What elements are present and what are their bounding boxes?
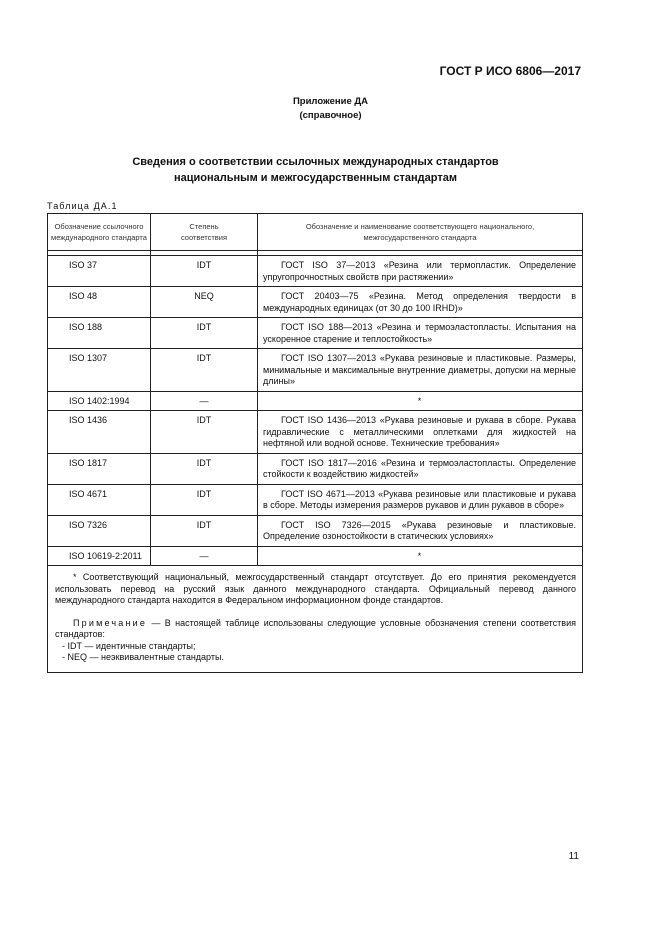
ref-standard-cell: ISO 1402:1994 — [48, 391, 151, 411]
national-standard-cell: ГОСТ 20403—75 «Резина. Метод определения твердости в международных единицах (от 30 до 100 IRHD)» — [258, 287, 583, 318]
note-heading: Примечание — [73, 617, 148, 628]
degree-cell: NEQ — [151, 287, 258, 318]
national-standard-cell: ГОСТ ISO 1307—2013 «Рукава резиновые и пластиковые. Размеры, минимальные и максимальные внутренние диаметры, допуски на мерные длины» — [258, 349, 583, 392]
degree-cell: — — [151, 546, 258, 566]
degree-cell: IDT — [151, 349, 258, 392]
header-ref-standard: Обозначение ссылочного международного стандарта — [48, 214, 151, 251]
table-footnote-row — [48, 566, 583, 673]
national-standard-cell: ГОСТ ISO 188—2013 «Резина и термоэластопласты. Испытания на ускоренное старение и теплостойкость» — [258, 318, 583, 349]
table-row — [48, 515, 583, 546]
document-code: ГОСТ Р ИСО 6806—2017 — [439, 64, 581, 78]
ref-standard-cell: ISO 4671 — [48, 484, 151, 515]
ref-standard-cell: ISO 188 — [48, 318, 151, 349]
degree-cell: IDT — [151, 453, 258, 484]
national-standard-cell: ГОСТ ISO 7326—2015 «Рукава резиновые и пластиковые. Определение озоностойкости в статических условиях» — [258, 515, 583, 546]
table-row — [48, 391, 583, 411]
table-header-row — [48, 214, 583, 251]
appendix-title: Приложение ДА — [292, 96, 369, 107]
table-note — [55, 618, 576, 641]
national-standard-cell: * — [258, 546, 583, 566]
table-row — [48, 318, 583, 349]
degree-cell: IDT — [151, 515, 258, 546]
degree-cell: IDT — [151, 318, 258, 349]
section-heading-line-2: национальным и межгосударственным стандартам — [174, 172, 457, 184]
degree-cell: IDT — [151, 411, 258, 454]
ref-standard-cell: ISO 1307 — [48, 349, 151, 392]
ref-standard-cell: ISO 48 — [48, 287, 151, 318]
note-text: — В настоящей таблице использованы следующие условные обозначения степени соответствия стандартов: — [55, 617, 576, 639]
note-item-idt: - IDT — идентичные стандарты; — [62, 640, 196, 651]
degree-cell: IDT — [151, 256, 258, 287]
ref-standard-cell: ISO 10619-2:2011 — [48, 546, 151, 566]
ref-standard-cell: ISO 37 — [48, 256, 151, 287]
table-row — [48, 287, 583, 318]
ref-standard-cell: ISO 1436 — [48, 411, 151, 454]
national-standard-cell: * — [258, 391, 583, 411]
footnote-cell — [48, 566, 583, 673]
ref-standard-cell: ISO 7326 — [48, 515, 151, 546]
national-standard-cell: ГОСТ ISO 1817—2016 «Резина и термоэластопласты. Определение стойкости к воздействию жидкостей» — [258, 453, 583, 484]
table-row — [48, 256, 583, 287]
degree-cell: IDT — [151, 484, 258, 515]
section-heading-line-1: Сведения о соответствии ссылочных международных стандартов — [132, 156, 499, 168]
header-national-standard: Обозначение и наименование соответствующего национального, межгосударственного стандарта — [258, 214, 583, 251]
national-standard-cell: ГОСТ ISO 4671—2013 «Рукава резиновые или пластиковые и рукава в сборе. Методы измерения размеров рукавов и длин рукавов в сборе» — [258, 484, 583, 515]
table-row — [48, 484, 583, 515]
appendix-subtitle: (справочное) — [299, 110, 362, 121]
national-standard-cell: ГОСТ ISO 37—2013 «Резина или термопластик. Определение упругопрочностных свойств при растяжении» — [258, 256, 583, 287]
table-row — [48, 453, 583, 484]
header-degree: Степень соответствия — [151, 214, 258, 251]
page-number: 11 — [568, 851, 579, 862]
table-row — [48, 411, 583, 454]
table-row — [48, 349, 583, 392]
degree-cell: — — [151, 391, 258, 411]
table-caption: Таблица ДА.1 — [47, 201, 118, 211]
correspondence-table — [47, 213, 583, 673]
note-item-neq: - NEQ — неэквивалентные стандарты. — [62, 652, 224, 662]
footnote-text: * Соответствующий национальный, межгосударственный стандарт отсутствует. До его принятия рекомендуется использовать перевод на русский язык данного международного стандарта. Официальный перевод данного международного стандарта находится в Федеральном информационном фонде стандартов. — [55, 572, 576, 605]
table-row — [48, 546, 583, 566]
ref-standard-cell: ISO 1817 — [48, 453, 151, 484]
national-standard-cell: ГОСТ ISO 1436—2013 «Рукава резиновые и рукава в сборе. Рукава гидравлические с металлическими оплетками для жидкостей на нефтяной или водной основе. Технические требования» — [258, 411, 583, 454]
